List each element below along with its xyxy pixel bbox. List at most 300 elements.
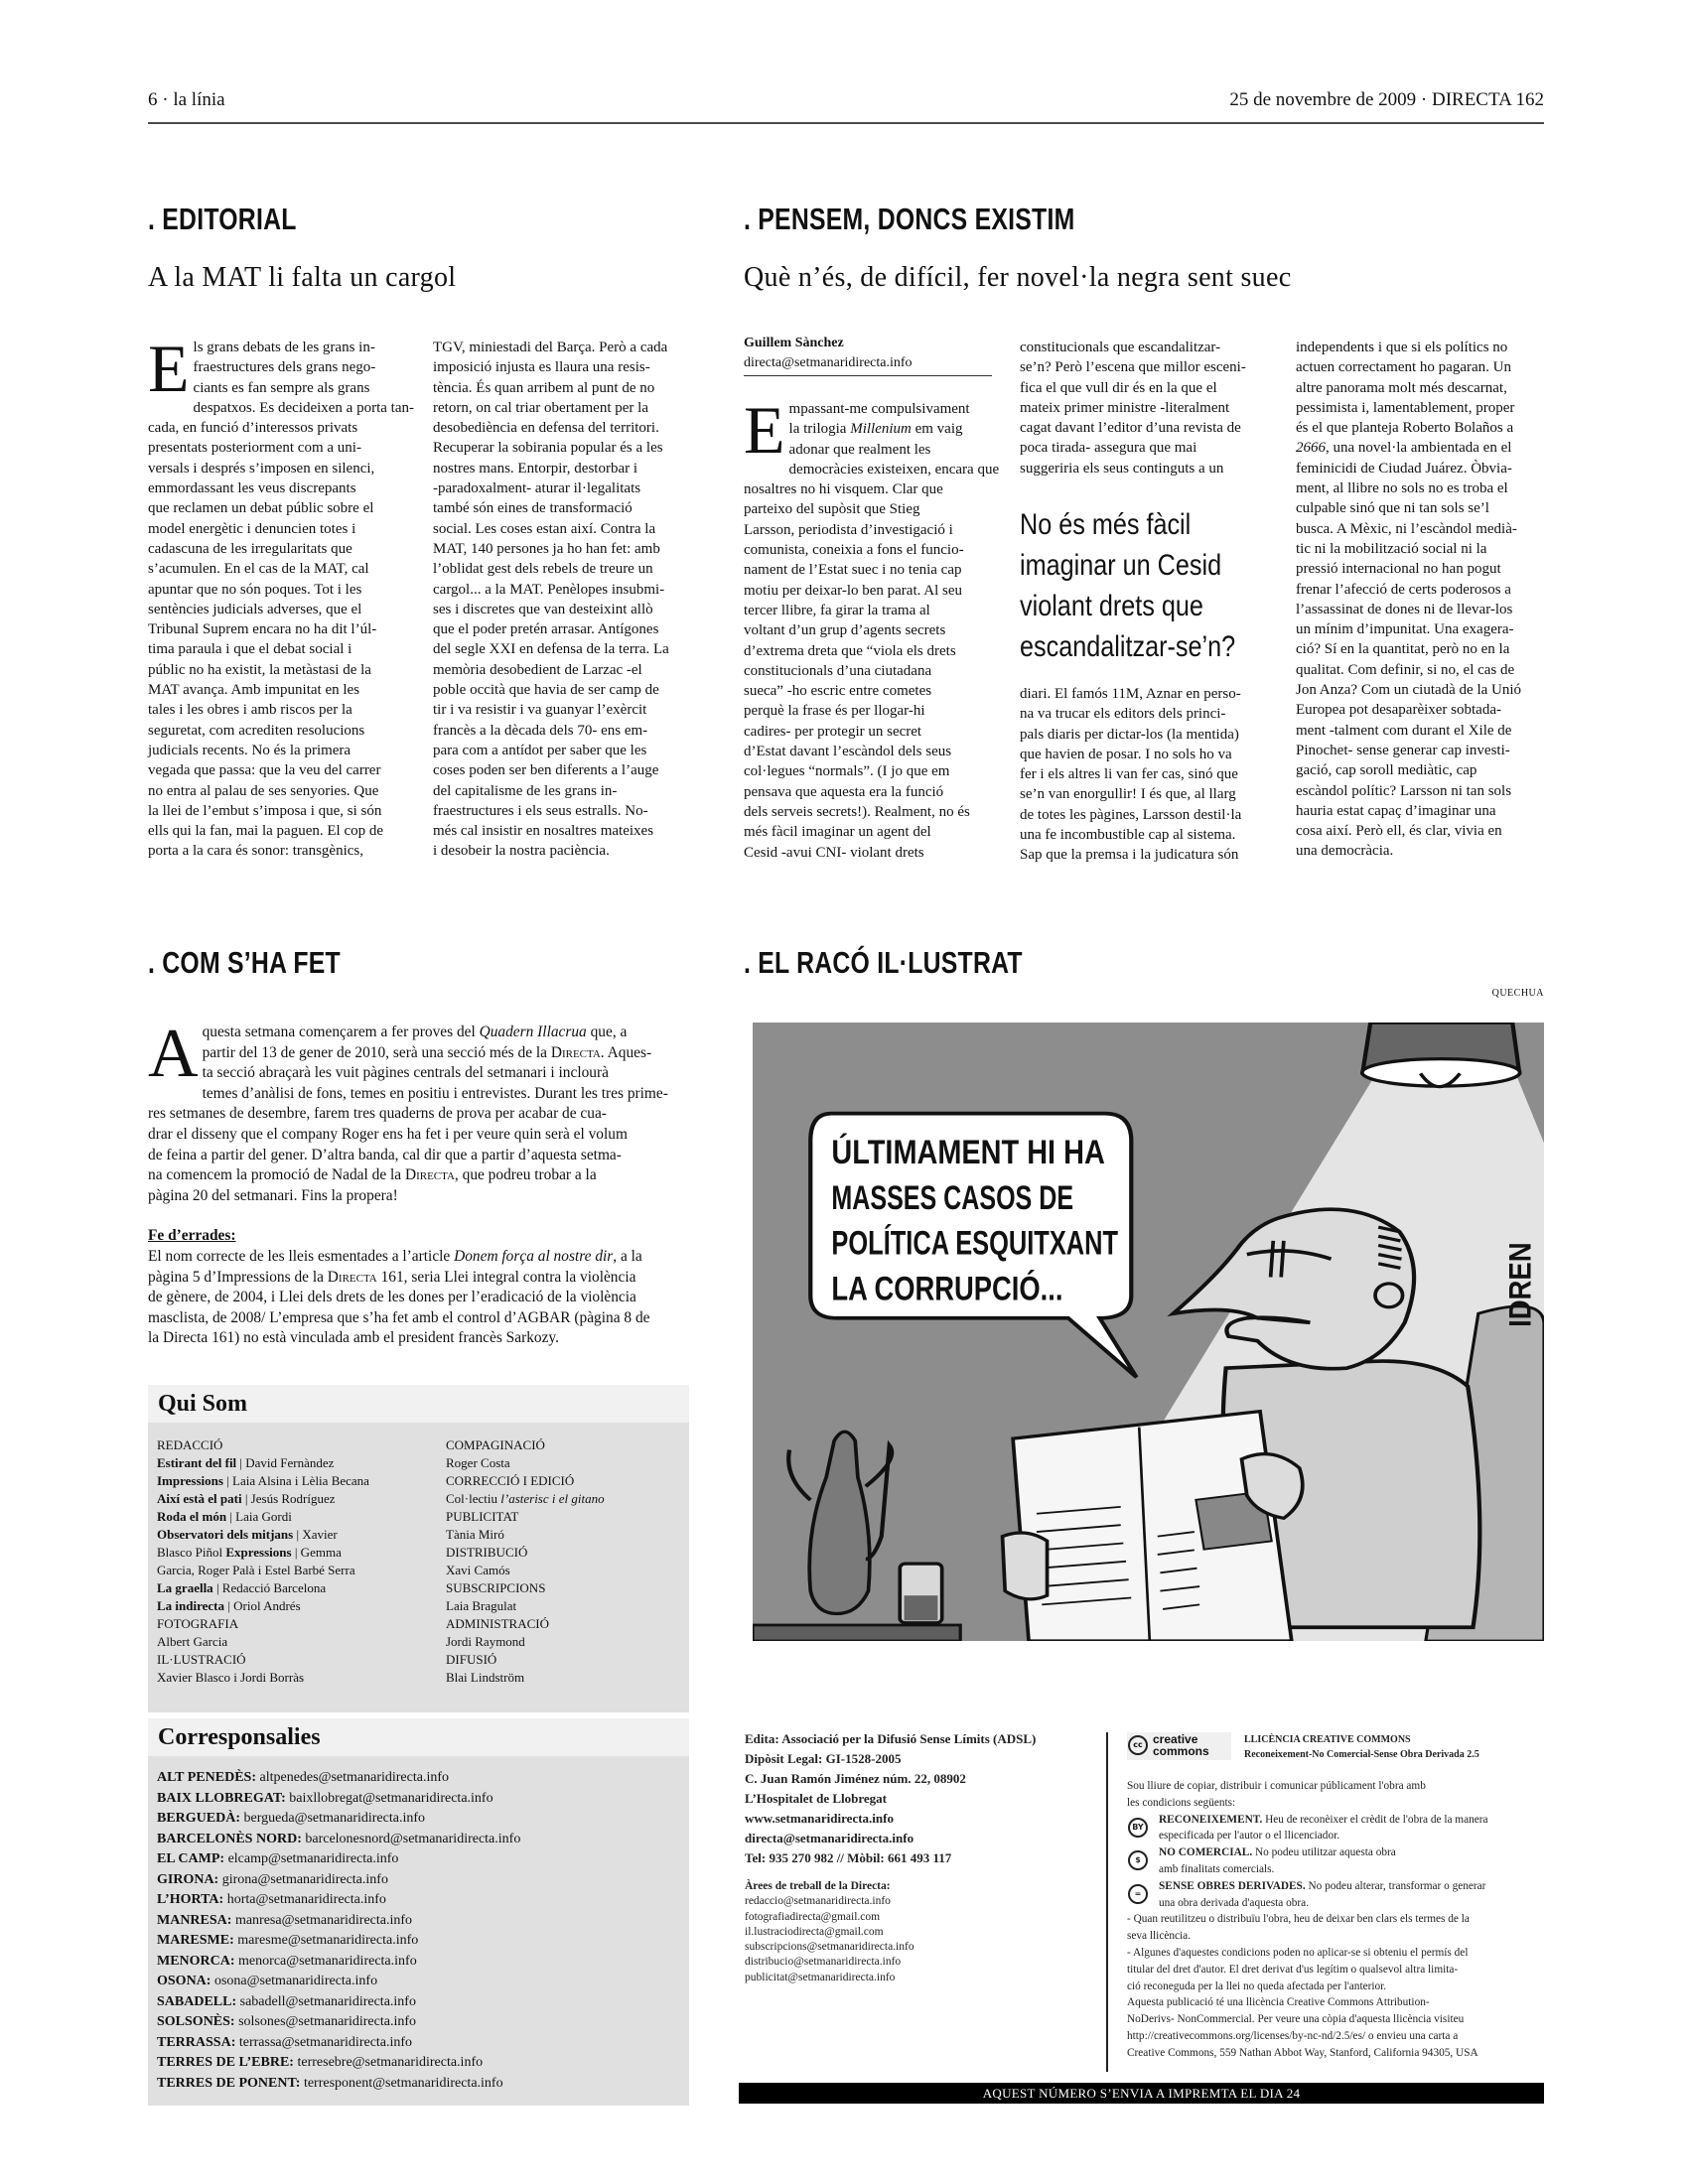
text-line: apuntar que no són poques. Tot i les <box>148 581 362 598</box>
license-condition <box>1127 1878 1549 1912</box>
text-segment: elcamp@setmanaridirecta.info <box>224 1851 399 1866</box>
text-line: adonar que realment les <box>788 441 931 458</box>
text-line: social. Les coses estan així. Contra la <box>433 520 656 537</box>
text-line <box>157 1992 520 2013</box>
text-line <box>157 1454 369 1472</box>
text-segment: , una novel·la ambientada en el <box>1326 440 1512 457</box>
text-line: i desobeir la nostra paciència. <box>433 843 610 860</box>
text-line <box>1296 438 1546 458</box>
non-commercial-icon: $ <box>1128 1850 1148 1870</box>
text-line: tir i va resistir i va guanyar l’exèrcit <box>433 702 647 719</box>
text-line: violant drets que <box>1020 590 1203 622</box>
italic-text: Donem força al nostre dir <box>454 1247 614 1265</box>
section-heading-editorial: . EDITORIAL <box>148 202 297 236</box>
text-segment: questa setmana començarem a fer proves del <box>202 1024 480 1040</box>
text-line <box>157 1789 520 1810</box>
bold-text: MENORCA: <box>157 1953 235 1969</box>
text-lines <box>1296 338 1546 862</box>
text-line: fica el que vull dir és en la que el <box>1020 379 1217 396</box>
text-line <box>157 2012 520 2033</box>
text-line <box>157 1830 520 1850</box>
text-line: pensava que aquesta era la funció <box>744 783 944 800</box>
text-segment: girona@setmanaridirecta.info <box>218 1871 388 1887</box>
bold-text: NO COMERCIAL. <box>1159 1846 1253 1859</box>
text-segment: maresme@setmanaridirecta.info <box>233 1933 419 1948</box>
text-line: que reclamen un debat públic sobre el <box>148 500 374 517</box>
text-line: Sap que la premsa i la judicatura són <box>1020 847 1239 864</box>
text-line: cadires- per protegir un secret <box>744 723 922 740</box>
text-segment: IL·LUSTRACIÓ <box>157 1652 246 1667</box>
text-line: desobediència en defensa del territori. <box>433 420 659 437</box>
text-segment: terrassa@setmanaridirecta.info <box>235 2034 413 2050</box>
license-condition <box>1127 1844 1549 1878</box>
text-lines <box>1127 1778 1549 1812</box>
header-rule <box>148 122 1544 124</box>
text-lines <box>148 1247 694 1349</box>
text-line: Edita: Associació per la Difusió Sense Límits (ADSL) <box>745 1731 1037 1746</box>
bold-text: TERRES DE L’EBRE: <box>157 2055 294 2070</box>
text-line: fer i els altres li van fer cas, sinó que <box>1020 766 1238 783</box>
text-line: Dipòsit Legal: GI-1528-2005 <box>745 1751 902 1766</box>
text-segment: ADMINISTRACIÓ <box>446 1616 549 1631</box>
text-line: ta secció abraçarà les vuit pàgines centrals del setmanari i inclourà <box>202 1064 609 1082</box>
text-line: perquè la frase és per llogar-hi <box>744 703 925 720</box>
text-segment: Directa <box>404 1166 455 1184</box>
text-line: Xavier Blasco i Jordi Borràs <box>157 1670 305 1685</box>
text-lines <box>148 331 414 862</box>
text-line: emmordassant les veus discrepants <box>148 480 356 497</box>
bold-text: BAIX LLOBREGAT: <box>157 1790 286 1806</box>
text-line: suggeriria els seus continguts a un <box>1020 460 1224 477</box>
text-line: diari. El famós 11M, Aznar en perso- <box>1020 686 1241 702</box>
text-line: Sou lliure de copiar, distribuir i comunicar públicament l'obra amb <box>1127 1780 1426 1792</box>
text-line: fotografiadirecta@gmail.com <box>745 1910 881 1923</box>
print-date-banner: AQUEST NÚMERO S’ENVIA A IMPREMTA EL DIA 24 <box>739 2083 1544 2104</box>
text-segment: REDACCIÓ <box>157 1437 223 1452</box>
errata-title: Fe d’errades: <box>148 1227 236 1245</box>
text-line: una democràcia. <box>1296 843 1394 860</box>
bold-text: L’HORTA: <box>157 1892 224 1907</box>
text-line <box>1159 1878 1549 1895</box>
no-derivatives-icon: = <box>1128 1884 1148 1904</box>
bold-text: RECONEIXEMENT. <box>1159 1813 1263 1826</box>
license-conditions <box>1127 1812 1549 1912</box>
drop-cap: E <box>148 331 190 406</box>
text-segment: | Redacció Barcelona <box>212 1580 327 1595</box>
text-line <box>157 1952 520 1973</box>
text-segment: horta@setmanaridirecta.info <box>223 1892 386 1907</box>
text-line: la llei de l’embut s’imposa i que, si són <box>148 802 382 819</box>
text-segment: | Gemma <box>291 1545 342 1560</box>
text-line: -paradoxalment- aturar il·legalitats <box>433 480 641 497</box>
text-line: redaccio@setmanaridirecta.info <box>745 1895 891 1908</box>
bold-text: SABADELL: <box>157 1993 237 2009</box>
pensem-title: Què n’és, de difícil, fer novel·la negra sent suec <box>744 262 1292 293</box>
text-lines <box>745 1729 1036 1868</box>
text-line: Tània Miró <box>446 1527 504 1542</box>
text-segment: la trilogia <box>788 421 851 438</box>
text-line: pessimista i, lamentablement, proper <box>1296 399 1515 416</box>
text-line: imposició injusta es llaura una resis- <box>433 359 650 376</box>
text-line: temes d’anàlisi de fons, temes en positiu i entrevistes. Durant les tres prime- <box>202 1084 668 1102</box>
text-line: nosaltres no hi visquem. Clar que <box>744 481 943 498</box>
text-line: Tribunal Suprem encara no ha dit l’úl- <box>148 621 377 638</box>
text-segment: 161, seria Llei integral contra la violència <box>376 1268 636 1286</box>
text-line <box>157 1597 369 1615</box>
text-segment: El nom correcte de les lleis esmentades a l’article <box>148 1247 455 1265</box>
text-line: distribucio@setmanaridirecta.info <box>745 1956 902 1969</box>
text-line: imaginar un Cesid <box>1020 549 1222 582</box>
cc-logo-text: creative commons <box>1153 1732 1209 1758</box>
drop-cap: A <box>148 1016 199 1092</box>
text-line: pàgina 20 del setmanari. Fins la propera! <box>148 1186 398 1204</box>
text-line: s’acumulen. En el cas de la MAT, cal <box>148 561 369 578</box>
text-line <box>157 1436 369 1454</box>
bold-text: BERGUEDÀ: <box>157 1811 241 1826</box>
text-line: il.lustraciodirecta@gmail.com <box>745 1925 884 1938</box>
bold-text: TERRASSA: <box>157 2034 236 2050</box>
text-line: del capitalisme de les grans in- <box>433 782 618 799</box>
text-line <box>157 2074 520 2095</box>
bold-text: TERRES DE PONENT: <box>157 2075 301 2091</box>
person-left-hand <box>1003 1533 1048 1599</box>
text-line: de gènere, de 2004, i Llei dels drets de les dones per l’eradicació de la violència <box>148 1289 636 1306</box>
text-line: parteixo del supòsit que Stieg <box>744 501 920 518</box>
text-lines <box>433 338 691 862</box>
text-segment: terresponent@setmanaridirecta.info <box>300 2075 503 2091</box>
text-segment: baixllobregat@setmanaridirecta.info <box>285 1790 493 1806</box>
text-line: ses i discretes que van desteixint allò <box>433 601 653 617</box>
text-line: cargol... a la MAT. Penèlopes insubmi- <box>433 581 665 598</box>
text-segment: Col·lectiu <box>446 1491 501 1506</box>
text-line <box>157 1870 520 1891</box>
text-lines <box>148 1016 694 1206</box>
footer-divider <box>1106 1732 1108 2072</box>
text-line: ciants es fan sempre als grans <box>193 379 370 396</box>
table <box>753 1625 960 1641</box>
license-condition <box>1127 1812 1549 1845</box>
text-line: les condicions següents: <box>1127 1796 1236 1809</box>
author-email[interactable]: directa@setmanaridirecta.info <box>744 355 913 370</box>
text-line: coses poden ser ben diferents a l’auge <box>433 762 659 779</box>
author-name: Guillem Sànchez <box>744 336 844 350</box>
text-line: ció reconeguda per la llei no queda afectada per l'anterior. <box>1127 1979 1387 1992</box>
text-line <box>148 1023 694 1043</box>
text-line: se’n? Però l’escena que millor esceni- <box>1020 359 1246 376</box>
text-line: despatxos. Es decideixen a porta tan- <box>193 399 414 416</box>
text-segment: partir del 13 de gener de 2010, serà una secció més de la <box>202 1043 551 1061</box>
text-segment: pàgina 5 d’Impressions de la <box>148 1268 328 1286</box>
bubble-line: LA CORRUPCIÓ... <box>831 1269 1063 1307</box>
text-line <box>157 1615 369 1633</box>
section-heading-pensem: . PENSEM, DONCS EXISTIM <box>744 202 1075 236</box>
text-line <box>157 1472 369 1490</box>
text-line: na va trucar els editors dels princi- <box>1020 706 1226 723</box>
text-segment: | Xavier <box>293 1527 338 1542</box>
text-line <box>446 1544 605 1562</box>
bold-text: EL CAMP: <box>157 1851 225 1866</box>
text-line <box>446 1436 605 1454</box>
text-line: dels serveis secrets!). Realment, no és <box>744 803 970 820</box>
cartoon-credit: QUECHUA <box>1491 988 1544 999</box>
text-line <box>157 1544 369 1562</box>
text-line: mpassant-me compulsivament <box>788 401 970 417</box>
text-line: ment -talment com durant el Xile de <box>1296 722 1512 739</box>
work-areas-title: Àrees de treball de la Directa: <box>745 1880 891 1892</box>
text-line: publicitat@setmanaridirecta.info <box>745 1971 896 1983</box>
text-line: més fàcil imaginar un agent del <box>744 824 931 841</box>
text-segment: solsones@setmanaridirecta.info <box>234 2014 416 2029</box>
text-line: cadascuna de les irregularitats que <box>148 540 352 557</box>
text-segment: COMPAGINACIÓ <box>446 1437 545 1452</box>
text-line: d’extrema dreta que “viola els drets <box>744 642 956 659</box>
bold-text: BARCELONÈS NORD: <box>157 1831 302 1846</box>
text-segment: na comencem la promoció de Nadal de la <box>148 1166 405 1184</box>
text-line: Tel: 935 270 982 // Mòbil: 661 493 117 <box>745 1850 952 1865</box>
text-line: més cal insistir en nosaltres mateixes <box>433 823 654 840</box>
text-line: Roger Costa <box>446 1455 510 1470</box>
text-segment: em vaig <box>911 421 963 438</box>
text-line: Recuperar la sobirania popular és a les <box>433 440 663 457</box>
text-segment: DISTRIBUCIÓ <box>446 1545 528 1560</box>
text-line: constitucionals que escandalitzar- <box>1020 340 1221 355</box>
italic-text: 2666 <box>1296 440 1326 457</box>
bold-text: La graella <box>157 1580 213 1595</box>
editorial-title: A la MAT li falta un cargol <box>148 262 457 293</box>
attribution-icon: BY <box>1128 1818 1148 1838</box>
text-line: seguretat, com acrediten resolucions <box>148 722 365 739</box>
text-lines <box>1020 504 1235 667</box>
text-line: vegada que passa: que la veu del carrer <box>148 762 381 779</box>
text-line: C. Juan Ramón Jiménez núm. 22, 08902 <box>745 1771 966 1786</box>
text-line: Aquesta publicació té una llicència Creative Commons Attribution- <box>1127 1996 1430 2009</box>
text-line: model energètic i denuncien totes i <box>148 520 356 537</box>
text-line: www.setmanaridirecta.info <box>745 1811 894 1826</box>
text-line: l’oblidat gest dels rebels de treure un <box>433 561 653 578</box>
text-segment: bergueda@setmanaridirecta.info <box>240 1811 426 1826</box>
issue-date-label: 25 de novembre de 2009 · DIRECTA 162 <box>1229 89 1544 110</box>
text-line: independents i que si els polítics no <box>1296 340 1508 355</box>
text-line: altre panorama molt més descarnat, <box>1296 379 1507 396</box>
qui-som-heading: Qui Som <box>148 1385 689 1423</box>
text-line: frenar l’afecció de certs poderosos a <box>1296 581 1511 598</box>
text-line: MAT avança. Amb impunitat en les <box>148 682 360 699</box>
bold-text: Impressions <box>157 1473 223 1488</box>
editorial-column-1 <box>148 331 414 862</box>
text-line: presentats posteriorment com a uni- <box>148 440 361 457</box>
bold-text: MARESME: <box>157 1933 234 1948</box>
text-line: una obra derivada d'aquesta obra. <box>1159 1896 1310 1909</box>
text-line: públic no ha existit, la metàstasi de la <box>148 661 371 678</box>
bubble-line: MASSES CASOS DE <box>831 1178 1074 1217</box>
text-line: poble occità que havia de ser camp de <box>433 682 659 699</box>
text-line <box>446 1472 605 1490</box>
text-line: fraestructures i els seus estralls. No- <box>433 802 648 819</box>
text-line: - Quan reutilitzeu o distribuïu l'obra, heu de deixar ben clars els termes de la <box>1127 1913 1470 1926</box>
text-line: no entra al palau de ses senyories. Que <box>148 782 379 799</box>
text-line <box>1159 1844 1549 1861</box>
text-line: versals i després s’imposen en silenci, <box>148 460 375 477</box>
text-line: de feina a partir del gener. D’altra banda, cal dir que a partir d’aquesta setma- <box>148 1146 622 1163</box>
text-line: subscripcions@setmanaridirecta.info <box>745 1941 914 1954</box>
bold-text: OSONA: <box>157 1974 211 1988</box>
text-lines <box>745 1894 914 1985</box>
bold-text: Estirant del fil <box>157 1455 237 1470</box>
text-line: cada, en funció d’interessos privats <box>148 420 358 437</box>
creative-commons-logo <box>1127 1732 1231 1760</box>
text-line: que el poder pretén arrasar. Antígones <box>433 621 659 638</box>
text-segment: , que podreu trobar a la <box>454 1166 597 1184</box>
text-line: Blai Lindström <box>446 1670 525 1685</box>
text-line: culpable sinó que ni tan sols se’l <box>1296 500 1489 517</box>
text-segment: . Aques- <box>600 1043 652 1061</box>
text-line: actuen correctament ho pagaran. Un <box>1296 359 1511 376</box>
pensem-column-3 <box>1296 338 1546 862</box>
text-line: comunista, coneixia a fons el funcio- <box>744 542 964 559</box>
bold-text: GIRONA: <box>157 1871 219 1887</box>
text-line: francès a la dècada dels 70- ens em- <box>433 722 648 739</box>
text-line <box>157 1490 369 1508</box>
text-line <box>157 1809 520 1830</box>
cartoon-illustration <box>753 1023 1544 1641</box>
text-line <box>157 1768 520 1789</box>
text-line: judicials recents. No és la primera <box>148 742 352 758</box>
text-line <box>157 1972 520 1992</box>
text-segment: manresa@setmanaridirecta.info <box>231 1912 413 1928</box>
pensem-column-2-top <box>1020 338 1270 478</box>
text-line: Pinochet- sense generar cap investi- <box>1296 742 1510 758</box>
text-line: democràcies existeixen, encara que <box>788 461 1000 478</box>
text-line: ment, al llibre no sols no es troba el <box>1296 480 1508 497</box>
text-line: Europea pot desaparèixer sobtada- <box>1296 702 1501 719</box>
text-line <box>157 1890 520 1911</box>
text-line: de totes les pàgines, Larsson destil·la <box>1020 806 1242 823</box>
text-line <box>446 1651 605 1669</box>
text-line: hauria estat capaç d’imaginar una <box>1296 802 1496 819</box>
text-line: amb finalitats comercials. <box>1159 1862 1275 1875</box>
text-line <box>446 1615 605 1633</box>
person-eye-mark <box>1281 1241 1284 1278</box>
text-line <box>446 1579 605 1597</box>
text-line: porta a la cara és sonor: transgènics, <box>148 843 363 860</box>
text-line: també són eines de transformació <box>433 500 633 517</box>
text-line: ls grans debats de les grans in- <box>193 340 375 355</box>
text-lines <box>1127 1911 1549 2061</box>
text-line: busca. A Mèxic, ni l’escàndol medià- <box>1296 520 1517 537</box>
text-line: tic ni la mobilització social ni la <box>1296 540 1487 557</box>
text-line: col·legues “normals”. (I jo que em <box>744 763 950 780</box>
text-segment: Heu de reconèixer el crèdit de l'obra de la manera <box>1262 1813 1488 1826</box>
text-line: memòria desobedient de Larzac -el <box>433 661 642 678</box>
text-segment: Directa <box>550 1043 601 1061</box>
text-line <box>157 2033 520 2054</box>
text-line <box>157 1526 369 1544</box>
italic-text: Quadern Illacrua <box>479 1024 587 1040</box>
text-segment: | David Fernàndez <box>236 1455 335 1470</box>
text-line: sentències judicials adverses, que el <box>148 601 362 617</box>
bold-text: Expressions <box>225 1545 292 1560</box>
license-subtitle: Reconeixement-No Comercial-Sense Obra Derivada 2.5 <box>1244 1749 1479 1760</box>
page-section-label: 6 · la línia <box>148 89 225 110</box>
artist-signature: IDREN <box>1502 1242 1539 1327</box>
text-line: un mínim d’impunitat. Una exagera- <box>1296 621 1514 638</box>
text-line: cosa així. Però ell, és clar, vivia en <box>1296 823 1502 840</box>
text-line <box>1159 1812 1549 1829</box>
qui-som-right-column <box>446 1436 605 1687</box>
text-line: que havien de posar. I no sols ho va <box>1020 746 1232 762</box>
bold-text: La indirecta <box>157 1598 225 1613</box>
italic-text: l’asterisc i el gitano <box>500 1491 605 1506</box>
text-segment: No podeu utilitzar aquesta obra <box>1252 1846 1396 1859</box>
editorial-column-2 <box>433 338 691 862</box>
text-line: tima paraula i que el debat social i <box>148 641 352 658</box>
text-segment: | Laia Gordi <box>226 1509 292 1524</box>
text-line: pals diaris per dictar-los (la mentida) <box>1020 726 1239 743</box>
text-segment: Directa <box>327 1268 377 1286</box>
text-segment: , a la <box>613 1247 642 1265</box>
text-line <box>148 1043 694 1064</box>
text-line: és el que planteja Roberto Bolaños a <box>1296 420 1514 437</box>
text-line: nostres mans. Entorpir, destorbar i <box>433 460 638 477</box>
person-eye-mark <box>1271 1241 1274 1278</box>
text-line: res setmanes de desembre, farem tres quaderns de prova per acabar de cua- <box>148 1105 607 1123</box>
text-line: la Directa 161) no està vinculada amb el president francès Sarkozy. <box>148 1329 559 1347</box>
pensem-column-1 <box>744 392 1000 863</box>
text-line: TGV, miniestadi del Barça. Però a cada <box>433 340 668 355</box>
text-line: masclista, de 2008/ L’empresa que s’ha fet amb el control d’AGBAR (pàgina 8 de <box>148 1308 650 1326</box>
text-line: Albert Garcia <box>157 1634 228 1649</box>
text-segment: | Jesús Rodríguez <box>241 1491 336 1506</box>
text-line: gació, cap soroll mediàtic, cap <box>1296 762 1477 779</box>
text-line: tales i les obres i amb riscos per la <box>148 702 352 719</box>
text-line: qualitat. Com definir, si no, el cas de <box>1296 661 1515 678</box>
text-line: ells qui la fan, mai la paguen. El cop de <box>148 823 384 840</box>
text-line: Laia Bragulat <box>446 1598 517 1613</box>
text-line: se’n van enorgullir! I és que, al llarg <box>1020 786 1236 803</box>
text-line: una fe incombustible cap al sistema. <box>1020 827 1236 844</box>
text-line: tència. És quan arribem al punt de no <box>433 379 655 396</box>
text-line <box>157 1579 369 1597</box>
corresponsalies-list <box>157 1768 520 2094</box>
text-segment: CORRECCIÓ I EDICIÓ <box>446 1473 575 1488</box>
bubble-line: POLÍTICA ESQUITXANT <box>831 1224 1119 1263</box>
text-line: Jon Anza? Com un ciutadà de la Unió <box>1296 682 1522 699</box>
bold-text: ALT PENEDÈS: <box>157 1770 256 1785</box>
text-line: d’Estat davant l’escàndol dels seus <box>744 744 952 760</box>
text-line <box>157 1651 369 1669</box>
publisher-info <box>745 1729 1036 1868</box>
text-line: drar el disseny que el company Roger ens ha fet i per veure quin serà el volum <box>148 1125 628 1143</box>
license-title: LLICÈNCIA CREATIVE COMMONS <box>1244 1734 1411 1745</box>
text-segment: menorca@setmanaridirecta.info <box>234 1953 417 1969</box>
text-line: poca tirada- assegura que mai <box>1020 440 1197 457</box>
text-line: L’Hospitalet de Llobregat <box>745 1791 888 1806</box>
text-line: constitucionals d’una ciutadana <box>744 662 932 679</box>
text-line: sueca” -ho escric entre cometes <box>744 683 932 700</box>
text-lines <box>1020 338 1270 478</box>
text-line: NoDerivs- NonCommercial. Per veure una còpia d'aquesta llicència visiteu <box>1127 2013 1465 2026</box>
text-segment: | Laia Alsina i Lèlia Becana <box>222 1473 369 1488</box>
text-line: Cesid -avui CNI- violant drets <box>744 844 924 861</box>
text-line <box>157 1508 369 1526</box>
text-line <box>157 2053 520 2074</box>
text-line: nament de l’Estat suec i no tenia cap <box>744 562 962 579</box>
bold-text: MANRESA: <box>157 1912 232 1928</box>
text-segment: Blasco Piñol <box>157 1545 226 1560</box>
bold-text: Així està el pati <box>157 1491 242 1506</box>
text-line: del segle XXI en defensa de la terra. La <box>433 641 669 658</box>
text-line: http://creativecommons.org/licenses/by-nc-nd/2.5/es/ o envieu una carta a <box>1127 2029 1459 2042</box>
